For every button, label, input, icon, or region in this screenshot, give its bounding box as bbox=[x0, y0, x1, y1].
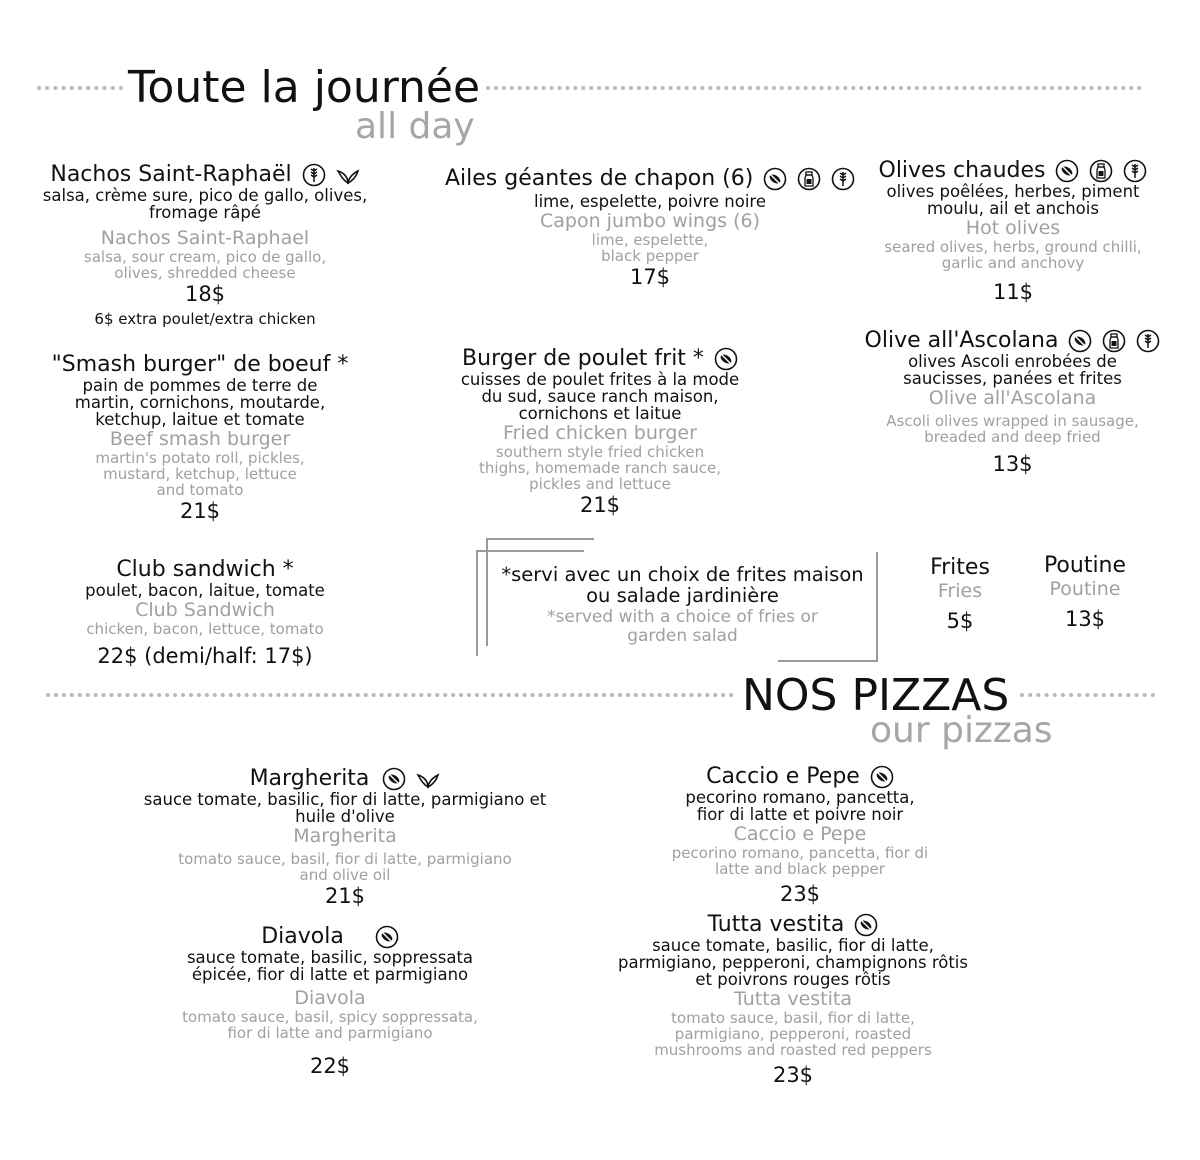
item-name-en: Poutine bbox=[1049, 578, 1121, 600]
item-price: 23$ bbox=[779, 882, 821, 906]
note-fr: *servi avec un choix de frites maison ou salade jardinière bbox=[501, 563, 864, 607]
item-extra: 6$ extra poulet/extra chicken bbox=[94, 310, 316, 328]
item-desc-fr: olives poêlées, herbes, piment moulu, ail et anchois bbox=[886, 182, 1140, 218]
item-name: Olives chaudes bbox=[878, 158, 1046, 183]
item-desc-en: tomato sauce, basil, spicy soppressata, fior di latte and parmigiano bbox=[182, 1008, 478, 1042]
dairy-free-icon bbox=[1102, 329, 1126, 353]
item-price: 11$ bbox=[992, 280, 1034, 304]
section-divider-left bbox=[46, 693, 734, 697]
item-name-en: Fried chicken burger bbox=[503, 422, 697, 444]
frame-line bbox=[476, 550, 584, 552]
item-name-en: Nachos Saint-Raphael bbox=[100, 227, 310, 249]
item-price: 21$ bbox=[179, 499, 221, 523]
gluten-free-icon bbox=[1123, 159, 1147, 183]
item-desc-en: southern style fried chicken thighs, homemade ranch sauce, pickles and lettuce bbox=[479, 443, 721, 493]
nut-free-icon bbox=[382, 767, 406, 791]
item-name: Nachos Saint-Raphaël bbox=[50, 162, 292, 187]
section-title-pizzas: NOS PIZZAS bbox=[742, 670, 1010, 721]
item-name: Caccio e Pepe bbox=[706, 764, 860, 789]
item-desc-fr: salsa, crème sure, pico de gallo, olives, fromage râpé bbox=[42, 186, 368, 222]
item-name: Margherita bbox=[249, 766, 370, 791]
nut-free-icon bbox=[854, 913, 878, 937]
menu-item-tutta bbox=[608, 912, 978, 1088]
item-desc-en: seared olives, herbs, ground chilli, garlic and anchovy bbox=[884, 238, 1142, 272]
item-name: "Smash burger" de boeuf * bbox=[51, 352, 349, 377]
vegetarian-icon bbox=[336, 164, 360, 186]
nut-free-icon bbox=[714, 347, 738, 371]
item-desc-en: salsa, sour cream, pico de gallo, olives, shredded cheese bbox=[83, 248, 327, 282]
frame-line bbox=[476, 550, 478, 656]
menu-item-olives-chaudes bbox=[858, 158, 1168, 305]
note-en: *served with a choice of fries or garden salad bbox=[547, 607, 818, 646]
item-name: Club sandwich * bbox=[116, 557, 294, 582]
menu-item-ailes bbox=[445, 166, 855, 290]
section-title-allday: Toute la journée bbox=[128, 62, 481, 113]
nut-free-icon bbox=[870, 765, 894, 789]
item-name-en: Capon jumbo wings (6) bbox=[539, 210, 760, 232]
item-name-en: Margherita bbox=[293, 825, 397, 847]
item-name-en: Beef smash burger bbox=[109, 428, 291, 450]
item-price: 23$ bbox=[772, 1063, 814, 1087]
gluten-free-icon bbox=[1136, 329, 1160, 353]
frame-line bbox=[486, 538, 488, 646]
section-divider-right bbox=[486, 86, 1142, 90]
menu-item-cacio bbox=[660, 764, 940, 907]
item-price: 22$ bbox=[309, 1054, 351, 1078]
menu-item-club-sandwich bbox=[55, 557, 355, 669]
item-price: 13$ bbox=[992, 452, 1033, 476]
gluten-free-icon bbox=[831, 167, 855, 191]
item-desc-fr: lime, espelette, poivre noire bbox=[533, 192, 766, 211]
item-name-en: Olive all'Ascolana bbox=[928, 387, 1097, 409]
item-desc-fr: poulet, bacon, laitue, tomate bbox=[85, 581, 325, 600]
item-name-en: Diavola bbox=[294, 987, 366, 1009]
item-name-en: Hot olives bbox=[965, 217, 1061, 239]
item-desc-fr: sauce tomate, basilic, soppressata épicée, fior di latte et parmigiano bbox=[186, 948, 474, 984]
item-desc-fr: cuisses de poulet frites à la mode du sud, sauce ranch maison, cornichons et laitue bbox=[460, 370, 740, 423]
item-name-en: Club Sandwich bbox=[135, 599, 275, 621]
item-name-en: Caccio e Pepe bbox=[733, 823, 867, 845]
item-desc-en: Ascoli olives wrapped in sausage, breaded and deep fried bbox=[886, 412, 1139, 446]
menu-item-diavola bbox=[175, 924, 485, 1079]
item-price: 21$ bbox=[579, 493, 621, 517]
menu-item-smash-burger bbox=[45, 352, 355, 524]
item-desc-en: tomato sauce, basil, fior di latte, parmigiano and olive oil bbox=[178, 850, 512, 884]
item-price: 5$ bbox=[946, 609, 974, 633]
item-price: 21$ bbox=[324, 884, 366, 908]
side-note bbox=[495, 564, 870, 646]
item-price: 18$ bbox=[184, 282, 226, 306]
menu-item-ascolana bbox=[840, 328, 1185, 477]
dairy-free-icon bbox=[1089, 159, 1113, 183]
menu-item-frites bbox=[915, 555, 1005, 634]
item-name: Diavola bbox=[261, 924, 344, 949]
nut-free-icon bbox=[1055, 159, 1079, 183]
item-desc-fr: olives Ascoli enrobées de saucisses, panées et frites bbox=[903, 352, 1122, 388]
section-subtitle-pizzas: our pizzas bbox=[870, 710, 1053, 751]
nut-free-icon bbox=[1068, 329, 1092, 353]
item-name: Ailes géantes de chapon (6) bbox=[445, 166, 754, 191]
item-name: Olive all'Ascolana bbox=[864, 328, 1059, 353]
frame-line bbox=[876, 552, 878, 662]
item-price: 22$ (demi/half: 17$) bbox=[97, 644, 313, 668]
dairy-free-icon bbox=[797, 167, 821, 191]
item-desc-fr: pecorino romano, pancetta, fior di latte et poivre noir bbox=[685, 788, 915, 824]
item-price: 13$ bbox=[1064, 607, 1106, 631]
vegetarian-icon bbox=[416, 768, 440, 790]
frame-line bbox=[778, 660, 878, 662]
item-name-en: Tutta vestita bbox=[734, 988, 852, 1010]
item-name-en: Fries bbox=[937, 580, 983, 602]
item-desc-en: tomato sauce, basil, fior di latte, parmigiano, pepperoni, roasted mushrooms and roasted red peppers bbox=[654, 1009, 932, 1059]
nut-free-icon bbox=[763, 167, 787, 191]
item-desc-en: lime, espelette, black pepper bbox=[591, 231, 709, 265]
frame-line bbox=[486, 538, 594, 540]
item-desc-fr: sauce tomate, basilic, fior di latte, parmigiano, pepperoni, champignons rôtis et poivrons rouges rôtis bbox=[618, 936, 968, 989]
item-name: Frites bbox=[930, 555, 990, 580]
item-price: 17$ bbox=[629, 265, 671, 289]
item-name: Tutta vestita bbox=[707, 912, 845, 937]
item-desc-en: martin's potato roll, pickles, mustard, ketchup, lettuce and tomato bbox=[95, 449, 305, 499]
item-desc-en: chicken, bacon, lettuce, tomato bbox=[86, 620, 324, 638]
nut-free-icon bbox=[375, 925, 399, 949]
menu-item-poulet-frit bbox=[450, 346, 750, 518]
item-desc-fr: sauce tomate, basilic, fior di latte, parmigiano et huile d'olive bbox=[143, 790, 547, 826]
item-name: Poutine bbox=[1043, 553, 1127, 578]
gluten-free-icon bbox=[302, 163, 326, 187]
section-subtitle-allday: all day bbox=[355, 106, 475, 147]
item-name: Burger de poulet frit * bbox=[462, 346, 704, 371]
section-divider-left bbox=[37, 86, 123, 90]
item-desc-fr: pain de pommes de terre de martin, cornichons, moutarde, ketchup, laitue et tomate bbox=[74, 376, 326, 429]
menu-item-poutine bbox=[1030, 553, 1140, 632]
menu-item-nachos bbox=[40, 162, 370, 329]
item-desc-en: pecorino romano, pancetta, fior di latte and black pepper bbox=[671, 844, 929, 878]
menu-item-margherita bbox=[140, 766, 550, 909]
section-divider-right bbox=[1020, 693, 1155, 697]
